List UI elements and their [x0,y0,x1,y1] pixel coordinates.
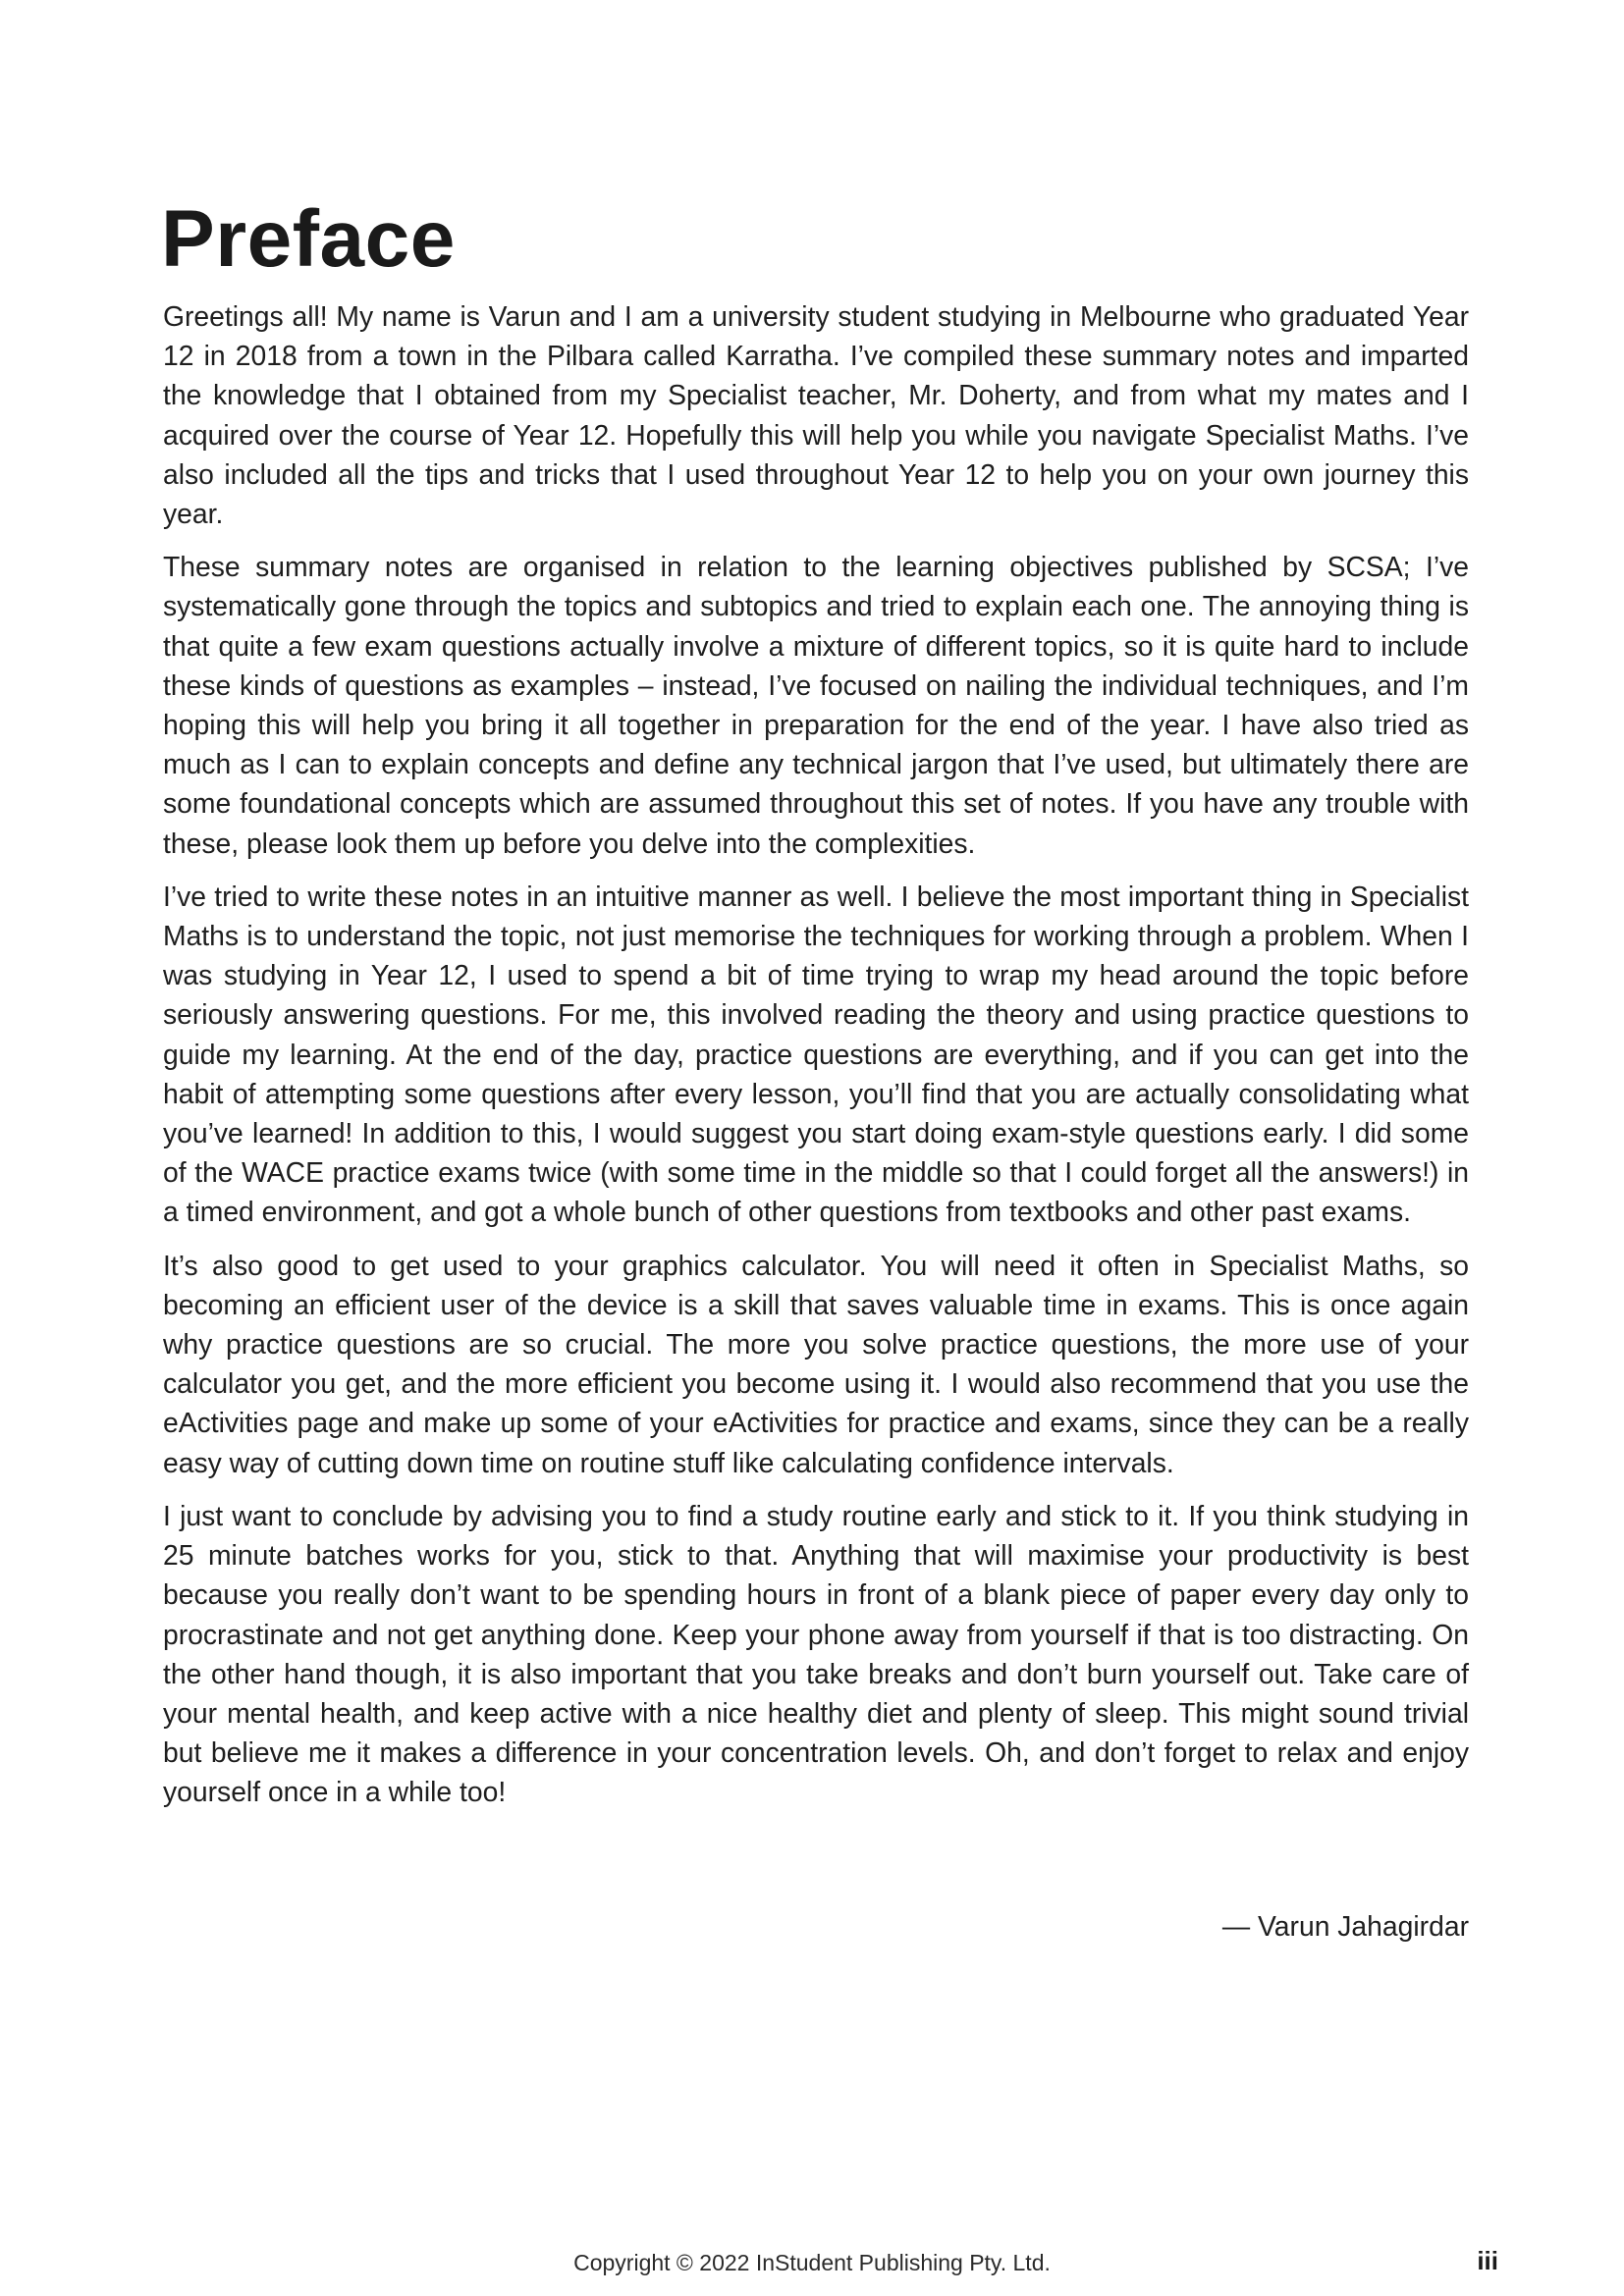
preface-body [163,296,1469,1826]
page-title: Preface [161,194,456,284]
paragraph-2: These summary notes are organised in relation to the learning objectives published by SCSA; I’ve systematically gone through the topics and subtopics and tried to explain each one. The annoying thing is that quite a few exam questions actually involve a mixture of different topics, so it is quite hard to include these kinds of questions as examples – instead, I’ve focused on nailing the individual techniques, and I’m hoping this will help you bring it all together in preparation for the end of the year. I have also tried as much as I can to explain concepts and define any technical jargon that I’ve used, but ultimately there are some foundational concepts which are assumed throughout this set of notes. If you have any trouble with these, please look them up before you delve into the complexities. [163,551,1469,859]
page-number: iii [1477,2246,1498,2275]
copyright-footer: Copyright © 2022 InStudent Publishing Pty. Ltd. [573,2250,1051,2275]
paragraph-1: Greetings all! My name is Varun and I am a university student studying in Melbourne who graduated Year 12 in 2018 from a town in the Pilbara called Karratha. I’ve compiled these summary notes and imparted the knowledge that I obtained from my Specialist teacher, Mr. Doherty, and from what my mates and I acquired over the course of Year 12. Hopefully this will help you while you navigate Specialist Maths. I’ve also included all the tips and tricks that I used throughout Year 12 to help you on your own journey this year. [163,300,1469,530]
author-signature: — Varun Jahagirdar [1221,1910,1469,1942]
paragraph-3: I’ve tried to write these notes in an intuitive manner as well. I believe the most important thing in Specialist Maths is to understand the topic, not just memorise the techniques for working through a problem. When I was studying in Year 12, I used to spend a bit of time trying to wrap my head around the topic before seriously answering questions. For me, this involved reading the theory and using practice questions to guide my learning. At the end of the day, practice questions are everything, and if you can get into the habit of attempting some questions after every lesson, you’ll find that you are actually consolidating what you’ve learned! In addition to this, I would suggest you start doing exam-style questions early. I did some of the WACE practice exams twice (with some time in the middle so that I could forget all the answers!) in a timed environment, and got a whole bunch of other questions from textbooks and other past exams. [163,880,1469,1228]
paragraph-5: I just want to conclude by advising you to find a study routine early and stick to it. If you think studying in 25 minute batches works for you, stick to that. Anything that will maximise your productivity is best because you really don’t want to be spending hours in front of a blank piece of paper every day only to procrastinate and not get anything done. Keep your phone away from yourself if that is too distracting. On the other hand though, it is also important that you take breaks and don’t burn yourself out. Take care of your mental health, and keep active with a nice healthy diet and plenty of sleep. This might sound trivial but believe me it makes a difference in your concentration levels. Oh, and don’t forget to relax and enjoy yourself once in a while too! [163,1499,1469,1808]
paragraph-4: It’s also good to get used to your graphics calculator. You will need it often in Specialist Maths, so becoming an efficient user of the device is a skill that saves valuable time in exams. This is once again why practice questions are so crucial. The more you solve practice questions, the more use of your calculator you get, and the more efficient you become using it. I would also recommend that you use the eActivities page and make up some of your eActivities for practice and exams, since they can be a really easy way of cutting down time on routine stuff like calculating confidence intervals. [163,1249,1469,1478]
